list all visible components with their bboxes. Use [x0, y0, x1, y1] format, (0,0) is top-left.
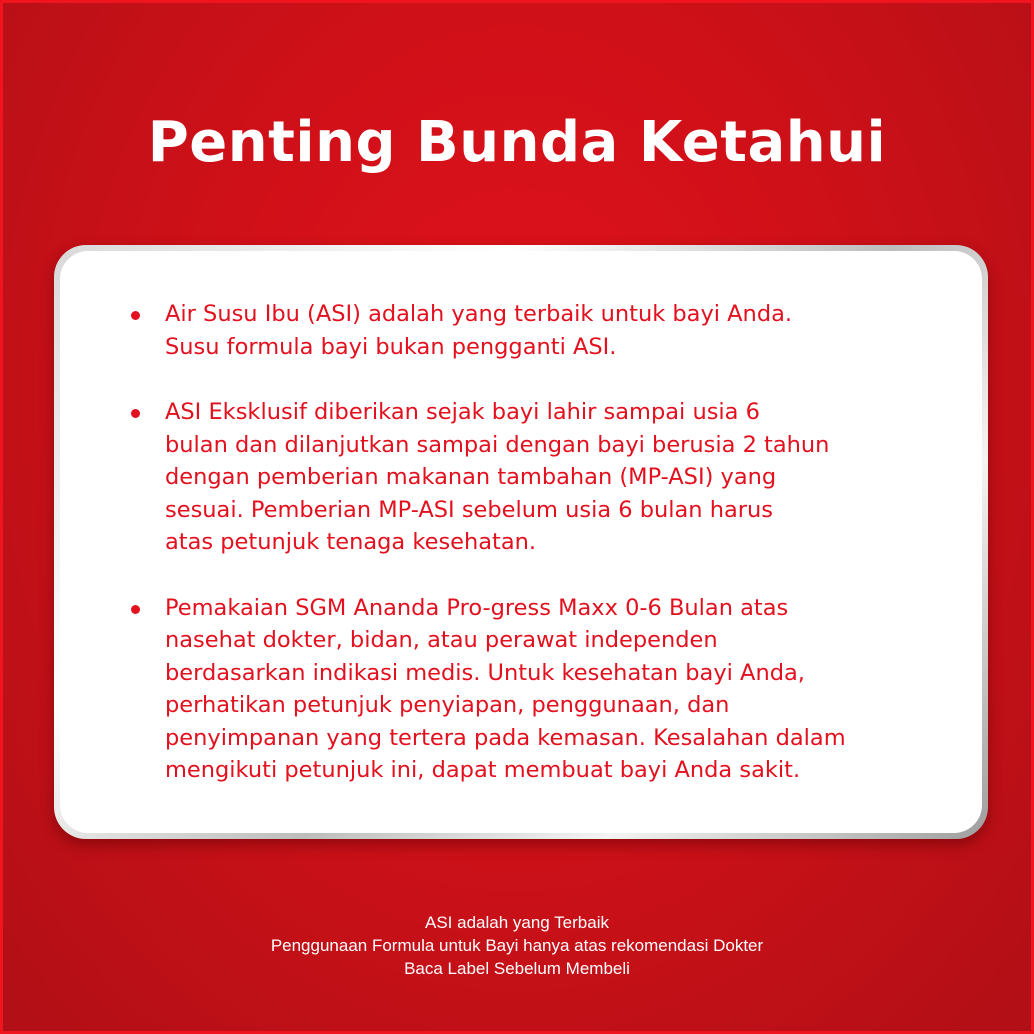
bullet-text: ASI Eksklusif diberikan sejak bayi lahir sampai usia 6 bulan dan dilanjutkan sampai dengan bayi berusia 2 tahun dengan pemberian makanan tambahan (MP-ASI) yang sesuai. Pemberian MP-ASI sebelum usia 6 bulan harus atas petunjuk tenaga kesehatan.: [165, 399, 830, 555]
bullet-text: Pemakaian SGM Ananda Pro-gress Maxx 0-6 Bulan atas nasehat dokter, bidan, atau perawat independen berdasarkan indikasi medis. Untuk kesehatan bayi Anda, perhatikan petunjuk penyiapan, penggunaan, dan penyimpanan yang tertera pada kemasan. Kesalahan dalam mengikuti petunjuk ini, dapat membuat bayi Anda sakit.: [165, 594, 846, 783]
list-item: [131, 592, 921, 787]
bullet-dot-icon: [131, 409, 140, 418]
bullet-dot-icon: [131, 605, 140, 614]
page-title: Penting Bunda Ketahui: [147, 110, 887, 175]
footer-line-2: Penggunaan Formula untuk Bayi hanya atas rekomendasi Dokter: [270, 936, 764, 955]
disclaimer-footer: [3, 911, 1031, 980]
bullet-dot-icon: [131, 311, 140, 320]
footer-line-1: ASI adalah yang Terbaik: [425, 913, 609, 932]
footer-line-3: Baca Label Sebelum Membeli: [404, 959, 630, 978]
bullet-text: Air Susu Ibu (ASI) adalah yang terbaik untuk bayi Anda. Susu formula bayi bukan pengganti ASI.: [165, 301, 793, 360]
list-item: [131, 396, 921, 559]
list-item: [131, 298, 921, 363]
bullet-list: [131, 298, 921, 787]
